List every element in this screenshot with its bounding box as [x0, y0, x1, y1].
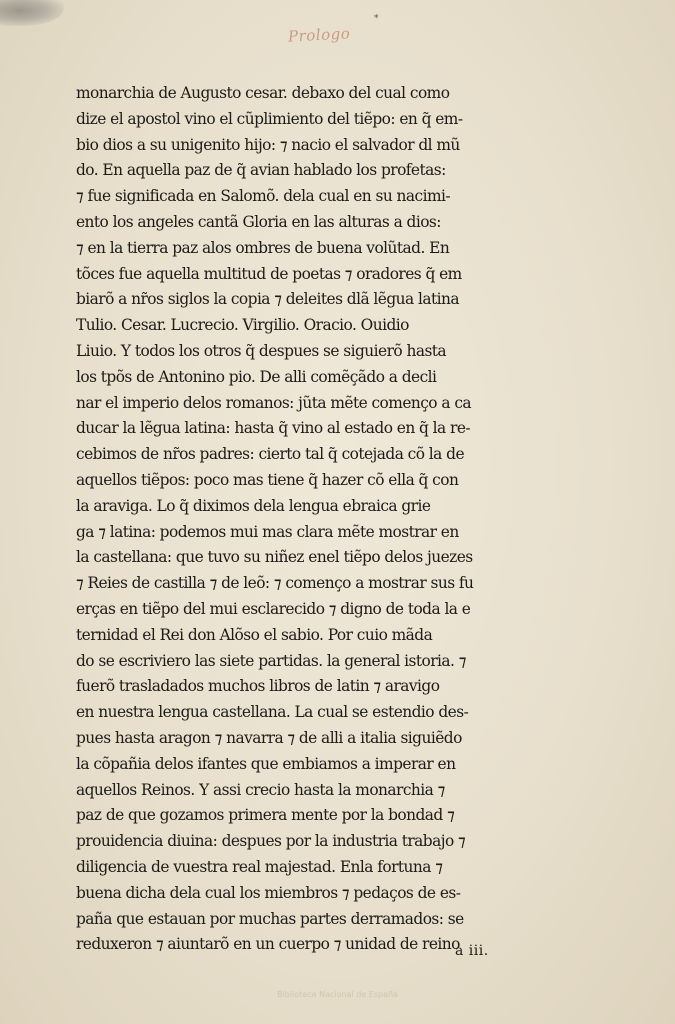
text-line: pues hasta aragon ⁊ navarra ⁊ de alli a italia siguiẽdo: [76, 728, 462, 747]
text-line: paz de que gozamos primera mente por la bondad ⁊: [76, 806, 455, 825]
text-line: reduxeron ⁊ aiuntarõ en un cuerpo ⁊ unidad de reino: [76, 935, 460, 954]
header-mark: *: [374, 14, 379, 24]
text-line: monarchia de Augusto cesar. debaxo del cual como: [76, 84, 450, 102]
text-line: los tpõs de Antonino pio. De alli comẽçãdo a decli: [76, 367, 437, 386]
text-line: ⁊ en la tierra paz alos ombres de buena volũtad. En: [76, 238, 450, 257]
text-line: ducar la lẽgua latina: hasta q̃ vino al estado en q̃ la re-: [76, 419, 471, 438]
signature-mark: a iii.: [455, 943, 489, 959]
text-line: ternidad el Rei don Alõso el sabio. Por cuio mãda: [76, 625, 433, 644]
text-line: ⁊ Reies de castilla ⁊ de leõ: ⁊ començo a mostrar sus fu: [76, 574, 474, 593]
text-line: erças en tiẽpo del mui esclarecido ⁊ digno de toda la e: [76, 599, 471, 618]
handwritten-header-note: Prologo: [287, 24, 351, 46]
text-line: diligencia de vuestra real majestad. Enla fortuna ⁊: [76, 857, 443, 876]
text-line: en nuestra lengua castellana. La cual se estendio des-: [76, 703, 469, 722]
corner-stain: [0, 0, 64, 26]
text-line: Tulio. Cesar. Lucrecio. Virgilio. Oracio. Ouidio: [76, 316, 409, 335]
text-line: do. En aquella paz de q̃ avian hablado los profetas:: [76, 161, 446, 180]
text-line: ento los angeles cantã Gloria en las alturas a dios:: [76, 212, 441, 231]
text-line: biarõ a nr̃os siglos la copia ⁊ deleites dlã lẽgua latina: [76, 290, 459, 309]
text-line: Liuio. Y todos los otros q̃ despues se siguierõ hasta: [76, 341, 447, 360]
text-line: cebimos de nr̃os padres: cierto tal q̃ cotejada cõ la de: [76, 445, 464, 464]
text-line: aquellos Reinos. Y assi crecio hasta la monarchia ⁊: [76, 780, 445, 799]
text-line: buena dicha dela cual los miembros ⁊ pedaços de es-: [76, 883, 461, 902]
text-line: nar el imperio delos romanos: jũta mẽte començo a ca: [76, 393, 472, 412]
text-line: la castellana: que tuvo su niñez enel tiẽpo delos juezes: [76, 548, 473, 567]
text-line: ⁊ fue significada en Salomõ. dela cual en su nacimi-: [76, 187, 451, 206]
text-line: paña que estauan por muchas partes derramados: se: [76, 909, 464, 928]
text-line: la cõpañia delos ifantes que embiamos a imperar en: [76, 754, 456, 773]
body-text: [76, 81, 546, 958]
text-line: fuerõ trasladados muchos libros de latin ⁊ aravigo: [76, 677, 440, 696]
text-line: bio dios a su unigenito hijo: ⁊ nacio el salvador dl mũ: [76, 135, 460, 154]
library-watermark: Biblioteca Nacional de España: [277, 990, 398, 999]
text-line: do se escriviero las siete partidas. la general istoria. ⁊: [76, 651, 466, 670]
text-line: aquellos tiẽpos: poco mas tiene q̃ hazer cõ ella q̃ con: [76, 470, 459, 489]
text-line: prouidencia diuina: despues por la industria trabajo ⁊: [76, 832, 466, 851]
text-line: tõces fue aquella multitud de poetas ⁊ oradores q̃ em: [76, 264, 462, 283]
text-line: la araviga. Lo q̃ diximos dela lengua ebraica grie: [76, 496, 431, 515]
text-line: dize el apostol vino el cũplimiento del tiẽpo: en q̃ em-: [76, 109, 463, 128]
text-line: ga ⁊ latina: podemos mui mas clara mẽte mostrar en: [76, 522, 459, 541]
